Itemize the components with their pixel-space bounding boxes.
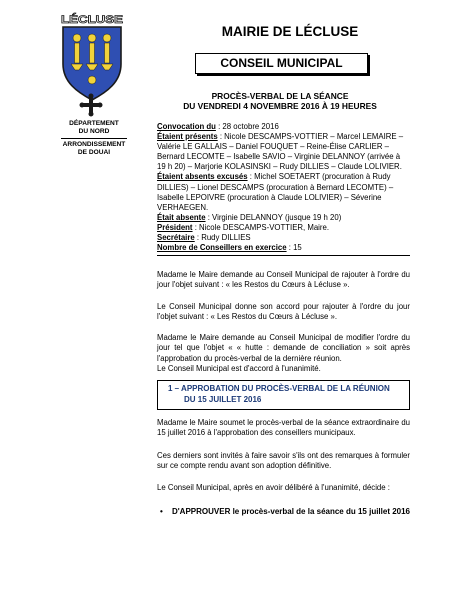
department-separator [61, 138, 127, 139]
department-line-3: ARRONDISSEMENT [62, 141, 126, 148]
convocation-line [157, 122, 407, 132]
section-divider [157, 255, 410, 256]
secretaire-line [157, 233, 407, 243]
nombre-label: Nombre de Conseillers en exercice [157, 243, 287, 253]
department-block [55, 120, 133, 157]
presents-line [157, 132, 407, 172]
convocation-label: Convocation du [157, 122, 216, 131]
bullet-dot: • [160, 507, 163, 516]
decoration-cross-icon [79, 93, 103, 117]
secretaire-value: : Rudy DILLIES [194, 233, 251, 243]
attendance-block [157, 122, 407, 253]
decision-bullet [160, 507, 420, 517]
paragraph-decision: Le Conseil Municipal, après en avoir délibéré à l'unanimité, décide : [157, 483, 390, 492]
mairie-title: MAIRIE DE LÉCLUSE [221, 24, 359, 39]
absente-value: : Virginie DELANNOY (jusque 19 h 20) [205, 212, 342, 222]
nombre-line [157, 243, 407, 253]
paragraph-agenda-request: Madame le Maire demande au Conseil Municipal de rajouter à l'ordre du jour l'objet suivant : « les Restos du Cœurs à Lécluse ». [157, 270, 410, 290]
paragraph-submission: Madame le Maire soumet le procès-verbal de la séance extraordinaire du 15 juillet 2016 à l'approbation des conseillers municipaux. [157, 418, 410, 438]
section-heading-line-1: 1 – APPROBATION DU PROCÈS-VERBAL DE LA RÉUNION [168, 384, 390, 393]
paragraph-remarks: Ces derniers sont invités à faire savoir s'ils ont des remarques à formuler sur ce compte rendu avant son adoption définitive. [157, 451, 410, 471]
crest-town-name: LÉCLUSE [61, 14, 113, 26]
nombre-value: : 15 [286, 243, 302, 253]
conseil-municipal-banner: CONSEIL MUNICIPAL [195, 53, 368, 74]
department-line-4: DE DOUAI [77, 149, 111, 156]
absente-line [157, 213, 407, 223]
pv-date: DU VENDREDI 4 NOVEMBRE 2016 À 19 HEURES [183, 101, 377, 111]
convocation-value: : 28 octobre 2016 [215, 122, 279, 131]
absente-label: Était absente [157, 212, 206, 222]
presents-label: Étaient présents [157, 132, 218, 142]
department-line-2: DU NORD [78, 128, 110, 135]
president-label: Président [157, 222, 193, 232]
paragraph-agenda-accord: Le Conseil Municipal donne son accord pour rajouter à l'ordre du jour l'objet suivant : « Les Restos du Cœurs à Lécluse ». [157, 302, 410, 322]
excuses-line [157, 172, 407, 212]
section-heading-approval [157, 380, 410, 410]
department-line-1: DÉPARTEMENT [69, 120, 119, 127]
excuses-value: : Michel SOETAERT (procuration à Rudy DILLIES) – Lionel DESCAMPS (procuration à Bernard LECOMTE) – Isabelle LEPOIVRE (procuration à Claude LOLIVIER) – Séverine VERHAEGEN. [157, 172, 394, 212]
pv-title: PROCÈS-VERBAL DE LA SÉANCE [211, 91, 349, 101]
presents-value: : Nicole DESCAMPS-VOTTIER – Marcel LEMAIRE – Valérie LE GALLAIS – Daniel FOUQUET – Reine-Élise CARLIER – Bernard LECOMTE – Isabelle SAVIO – Virginie DELANNOY (arrivée à 19 h 20) – Marjorie KOLASINSKI – Rudy DILLIES – Claude LOLIVIER. [157, 132, 404, 172]
decision-text: D'APPROUVER le procès-verbal de la séance du 15 juillet 2016 [172, 507, 410, 516]
section-heading-line-2: DU 15 JUILLET 2016 [184, 395, 262, 404]
paragraph-unanimity: Le Conseil Municipal est d'accord à l'unanimité. [157, 364, 321, 373]
excuses-label: Étaient absents excusés [157, 172, 248, 182]
president-value: : Nicole DESCAMPS-VOTTIER, Maire. [192, 222, 330, 232]
president-line [157, 223, 407, 233]
secretaire-label: Secrétaire [157, 233, 195, 243]
paragraph-order-change: Madame le Maire demande au Conseil Municipal de modifier l'ordre du jour tel que l'objet « « hutte : demande de conciliation » soit après l'approbation du procès-verbal de la dernière réunion. [157, 333, 410, 363]
